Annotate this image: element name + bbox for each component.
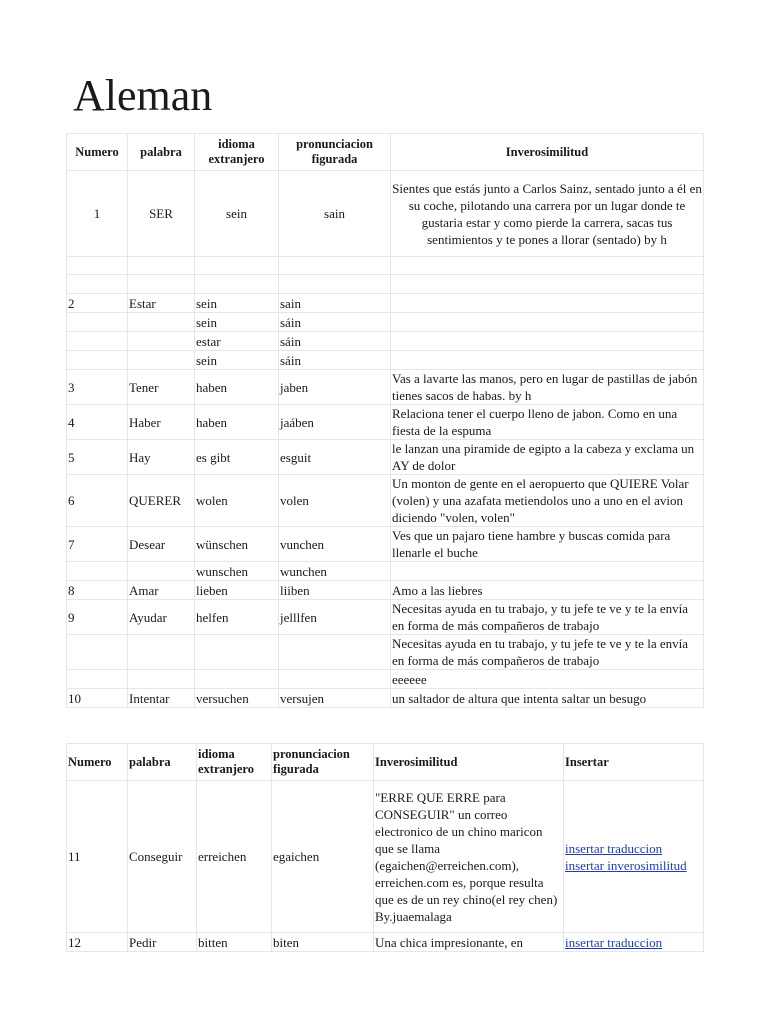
cell-numero: 2	[67, 294, 128, 313]
table-row	[67, 600, 704, 635]
cell-idioma: wolen	[195, 475, 279, 527]
cell-idioma: estar	[195, 332, 279, 351]
cell-palabra	[128, 332, 195, 351]
cell-palabra	[128, 635, 195, 670]
cell-palabra: QUERER	[128, 475, 195, 527]
cell-pronunciacion	[279, 275, 391, 294]
cell-palabra	[128, 670, 195, 689]
cell-palabra: Desear	[128, 527, 195, 562]
cell-idioma	[195, 275, 279, 294]
cell-idioma	[195, 670, 279, 689]
cell-numero	[67, 670, 128, 689]
table-row	[67, 313, 704, 332]
cell-pronunciacion: biten	[272, 933, 374, 952]
header-inverosimilitud: Inverosimilitud	[391, 134, 704, 171]
cell-palabra	[128, 351, 195, 370]
cell-palabra	[128, 313, 195, 332]
header-idioma: idioma extranjero	[195, 134, 279, 171]
cell-idioma: sein	[195, 313, 279, 332]
cell-inverosimilitud: Relaciona tener el cuerpo lleno de jabon. Como en una fiesta de la espuma	[391, 405, 704, 440]
cell-inverosimilitud: Vas a lavarte las manos, pero en lugar de pastillas de jabón tienes sacos de habas. by h	[391, 370, 704, 405]
table-row	[67, 332, 704, 351]
cell-pronunciacion: versujen	[279, 689, 391, 708]
table-row	[67, 370, 704, 405]
insertar-traduccion-link[interactable]: insertar traduccion	[565, 934, 663, 950]
cell-palabra: Hay	[128, 440, 195, 475]
cell-pronunciacion: sain	[279, 294, 391, 313]
table-row	[67, 527, 704, 562]
table-row	[67, 171, 704, 257]
cell-idioma: sein	[195, 294, 279, 313]
cell-inverosimilitud	[391, 275, 704, 294]
cell-palabra: Tener	[128, 370, 195, 405]
cell-idioma: wünschen	[195, 527, 279, 562]
table-row	[67, 257, 704, 275]
cell-inverosimilitud	[391, 294, 704, 313]
table-row	[67, 562, 704, 581]
table-row	[67, 581, 704, 600]
cell-pronunciacion: jaben	[279, 370, 391, 405]
cell-idioma: haben	[195, 370, 279, 405]
cell-inverosimilitud	[391, 313, 704, 332]
page-title: Aleman	[73, 71, 213, 120]
cell-pronunciacion: sáin	[279, 351, 391, 370]
insertar-inverosimilitud-link[interactable]: insertar inverosimilitud	[565, 857, 687, 873]
cell-pronunciacion: esguit	[279, 440, 391, 475]
cell-idioma: es gibt	[195, 440, 279, 475]
cell-inverosimilitud	[391, 332, 704, 351]
header-pronunciacion: pronunciacion figurada	[279, 134, 391, 171]
cell-inverosimilitud	[391, 257, 704, 275]
cell-insertar	[564, 933, 704, 952]
table-row	[67, 781, 704, 933]
cell-numero: 12	[67, 933, 128, 952]
cell-palabra: Conseguir	[128, 781, 197, 933]
table-row	[67, 635, 704, 670]
vocab-table-1	[66, 133, 704, 708]
cell-pronunciacion	[279, 635, 391, 670]
header-idioma: idioma extranjero	[197, 744, 272, 781]
cell-inverosimilitud: "ERRE QUE ERRE para CONSEGUIR" un correo electronico de un chino maricon que se llama (egaichen@erreichen.com), erreichen.com es, porque resulta que es de un rey chino(el rey chen) By.juaemalaga	[374, 781, 564, 933]
cell-palabra: Estar	[128, 294, 195, 313]
cell-idioma: versuchen	[195, 689, 279, 708]
cell-numero: 11	[67, 781, 128, 933]
cell-numero: 8	[67, 581, 128, 600]
cell-idioma: wunschen	[195, 562, 279, 581]
cell-inverosimilitud: eeeeee	[391, 670, 704, 689]
cell-palabra: Pedir	[128, 933, 197, 952]
cell-numero	[67, 351, 128, 370]
vocab-table-2	[66, 743, 704, 952]
cell-numero: 6	[67, 475, 128, 527]
table-row	[67, 351, 704, 370]
header-inverosimilitud: Inverosimilitud	[374, 744, 564, 781]
cell-pronunciacion: liiben	[279, 581, 391, 600]
cell-palabra: Intentar	[128, 689, 195, 708]
cell-numero	[67, 257, 128, 275]
cell-pronunciacion: sáin	[279, 313, 391, 332]
cell-inverosimilitud: Necesitas ayuda en tu trabajo, y tu jefe te ve y te la envía en forma de más compañeros de trabajo	[391, 600, 704, 635]
cell-inverosimilitud	[391, 351, 704, 370]
cell-numero: 10	[67, 689, 128, 708]
cell-palabra: Haber	[128, 405, 195, 440]
header-palabra: palabra	[128, 744, 197, 781]
cell-numero: 7	[67, 527, 128, 562]
cell-idioma	[195, 635, 279, 670]
cell-inverosimilitud: Ves que un pajaro tiene hambre y buscas comida para llenarle el buche	[391, 527, 704, 562]
table-row	[67, 670, 704, 689]
cell-idioma: lieben	[195, 581, 279, 600]
cell-numero: 9	[67, 600, 128, 635]
table-header-row	[67, 744, 704, 781]
table-row	[67, 689, 704, 708]
cell-numero: 4	[67, 405, 128, 440]
cell-pronunciacion: egaichen	[272, 781, 374, 933]
cell-numero: 1	[67, 171, 128, 257]
cell-idioma	[195, 257, 279, 275]
cell-idioma: helfen	[195, 600, 279, 635]
cell-pronunciacion: jaáben	[279, 405, 391, 440]
header-pronunciacion: pronunciacion figurada	[272, 744, 374, 781]
cell-idioma: erreichen	[197, 781, 272, 933]
insertar-traduccion-link[interactable]: insertar traduccion	[565, 840, 663, 856]
cell-palabra: SER	[128, 171, 195, 257]
table-row	[67, 933, 704, 952]
cell-inverosimilitud: Un monton de gente en el aeropuerto que QUIERE Volar (volen) y una azafata metiendolos uno a uno en el avion diciendo "volen, volen"	[391, 475, 704, 527]
cell-inverosimilitud: Amo a las liebres	[391, 581, 704, 600]
cell-inverosimilitud: Una chica impresionante, en	[374, 933, 564, 952]
cell-numero: 5	[67, 440, 128, 475]
cell-numero	[67, 562, 128, 581]
cell-idioma: sein	[195, 351, 279, 370]
cell-numero: 3	[67, 370, 128, 405]
cell-pronunciacion: sáin	[279, 332, 391, 351]
table-row	[67, 475, 704, 527]
cell-palabra: Ayudar	[128, 600, 195, 635]
cell-idioma: bitten	[197, 933, 272, 952]
header-numero: Numero	[67, 744, 128, 781]
cell-palabra	[128, 562, 195, 581]
cell-palabra	[128, 275, 195, 294]
table-header-row	[67, 134, 704, 171]
cell-idioma: sein	[195, 171, 279, 257]
header-numero: Numero	[67, 134, 128, 171]
cell-pronunciacion: vunchen	[279, 527, 391, 562]
cell-pronunciacion	[279, 670, 391, 689]
header-palabra: palabra	[128, 134, 195, 171]
cell-idioma: haben	[195, 405, 279, 440]
cell-numero	[67, 635, 128, 670]
cell-numero	[67, 275, 128, 294]
table-row	[67, 275, 704, 294]
cell-inverosimilitud: le lanzan una piramide de egipto a la cabeza y exclama un AY de dolor	[391, 440, 704, 475]
cell-palabra: Amar	[128, 581, 195, 600]
cell-pronunciacion: wunchen	[279, 562, 391, 581]
cell-numero	[67, 313, 128, 332]
table-row	[67, 294, 704, 313]
table-row	[67, 440, 704, 475]
cell-pronunciacion: volen	[279, 475, 391, 527]
cell-inverosimilitud: un saltador de altura que intenta saltar un besugo	[391, 689, 704, 708]
header-insertar: Insertar	[564, 744, 704, 781]
cell-inverosimilitud: Necesitas ayuda en tu trabajo, y tu jefe te ve y te la envía en forma de más compañeros de trabajo	[391, 635, 704, 670]
cell-numero	[67, 332, 128, 351]
cell-inverosimilitud	[391, 562, 704, 581]
cell-pronunciacion	[279, 257, 391, 275]
cell-pronunciacion: sain	[279, 171, 391, 257]
cell-palabra	[128, 257, 195, 275]
cell-inverosimilitud: Sientes que estás junto a Carlos Sainz, sentado junto a él en su coche, pilotando una carrera por un lugar donde te gustaria estar y como pierde la carrera, sacas tus sentimientos y te pones a llorar (sentado) by h	[391, 171, 704, 257]
cell-pronunciacion: jelllfen	[279, 600, 391, 635]
cell-insertar	[564, 781, 704, 933]
table-row	[67, 405, 704, 440]
